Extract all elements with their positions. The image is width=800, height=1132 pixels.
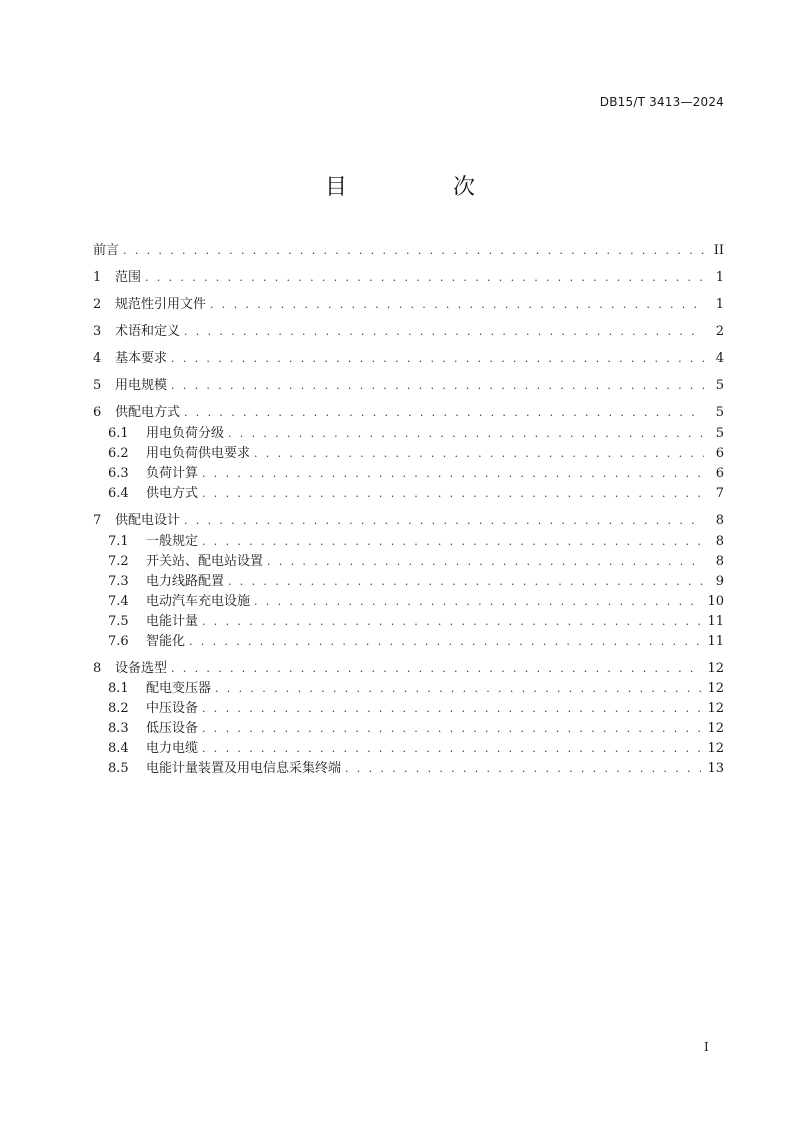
dot-leader — [171, 376, 704, 396]
toc-entry-number: 2 — [93, 297, 102, 312]
toc-entry-number: 8 — [93, 661, 102, 676]
toc-entry[interactable] — [93, 295, 724, 315]
dot-leader — [254, 444, 704, 464]
toc-entry[interactable] — [93, 403, 724, 423]
toc-entry-number: 7.4 — [108, 594, 129, 609]
toc-entry-page: 6 — [715, 466, 724, 481]
toc-entry[interactable] — [93, 241, 724, 261]
toc-entry-number: 6 — [93, 405, 102, 420]
dot-leader — [202, 612, 701, 632]
dot-leader — [210, 295, 704, 315]
toc-entry-number: 1 — [93, 270, 102, 285]
dot-leader — [202, 739, 701, 759]
toc-entry-page: 11 — [707, 634, 724, 649]
toc-entry-page: 8 — [715, 554, 724, 569]
dot-leader — [215, 679, 701, 699]
toc-entry[interactable] — [93, 659, 724, 679]
toc-entry[interactable] — [93, 612, 724, 632]
toc-entry-page: 10 — [707, 594, 724, 609]
toc-entry-label: 术语和定义 — [115, 324, 181, 339]
toc-entry-page: 8 — [715, 534, 724, 549]
dot-leader — [145, 268, 704, 288]
toc-entry[interactable] — [93, 349, 724, 369]
dot-leader — [184, 403, 704, 423]
toc-entry-label: 低压设备 — [146, 721, 199, 736]
toc-entry-label: 供配电方式 — [115, 405, 181, 420]
toc-entry-label: 智能化 — [146, 634, 186, 649]
toc-entry-label: 配电变压器 — [146, 681, 212, 696]
toc-entry[interactable] — [93, 572, 724, 592]
toc-entry-page: 1 — [715, 270, 724, 285]
toc-entry[interactable] — [93, 699, 724, 719]
toc-entry[interactable] — [93, 464, 724, 484]
toc-entry-number: 6.3 — [108, 466, 129, 481]
toc-entry[interactable] — [93, 739, 724, 759]
toc-entry-page: 13 — [707, 761, 724, 776]
toc-entry-page: 12 — [707, 701, 724, 716]
toc-entry-number: 7.3 — [108, 574, 129, 589]
dot-leader — [228, 424, 704, 444]
toc-entry-number: 8.2 — [108, 701, 129, 716]
toc-entry-label: 范围 — [115, 270, 142, 285]
toc-entry[interactable] — [93, 424, 724, 444]
toc-entry[interactable] — [93, 592, 724, 612]
toc-entry[interactable] — [93, 511, 724, 531]
toc-entry-number: 3 — [93, 324, 102, 339]
toc-entry-number: 7.1 — [108, 534, 129, 549]
dot-leader — [184, 322, 704, 342]
toc-entry-label: 供电方式 — [146, 486, 199, 501]
toc-entry-label: 用电负荷分级 — [146, 426, 225, 441]
toc-entry-page: 2 — [715, 324, 724, 339]
toc-entry[interactable] — [93, 719, 724, 739]
toc-entry-number: 4 — [93, 351, 102, 366]
toc-entry-number: 8.1 — [108, 681, 129, 696]
toc-entry-number: 8.5 — [108, 761, 129, 776]
toc-entry[interactable] — [93, 759, 724, 779]
dot-leader — [254, 592, 701, 612]
toc-entry[interactable] — [93, 679, 724, 699]
toc-entry-page: 5 — [715, 426, 724, 441]
toc-entry-page: 12 — [707, 721, 724, 736]
toc-entry[interactable] — [93, 322, 724, 342]
page-title: 目 次 — [324, 175, 517, 200]
toc-entry-label: 前言 — [93, 243, 120, 258]
toc-entry-number: 7.6 — [108, 634, 129, 649]
dot-leader — [123, 241, 704, 261]
dot-leader — [189, 632, 701, 652]
toc-entry[interactable] — [93, 632, 724, 652]
toc-entry[interactable] — [93, 552, 724, 572]
dot-leader — [202, 532, 704, 552]
toc-entry-number: 8.3 — [108, 721, 129, 736]
toc-entry-label: 设备选型 — [115, 661, 168, 676]
toc-entry-page: 8 — [715, 513, 724, 528]
toc-entry-page: 7 — [715, 486, 724, 501]
toc-entry-number: 7 — [93, 513, 102, 528]
toc-entry-page: 12 — [707, 681, 724, 696]
toc-entry-page: 12 — [707, 661, 724, 676]
toc-entry-page: 5 — [715, 405, 724, 420]
toc-entry-label: 规范性引用文件 — [115, 297, 207, 312]
toc-entry-label: 负荷计算 — [146, 466, 199, 481]
dot-leader — [228, 572, 704, 592]
dot-leader — [267, 552, 704, 572]
toc-entry-page: 1 — [715, 297, 724, 312]
toc-entry[interactable] — [93, 376, 724, 396]
toc-entry-page: 9 — [715, 574, 724, 589]
toc-entry-label: 开关站、配电站设置 — [146, 554, 264, 569]
toc-entry-label: 中压设备 — [146, 701, 199, 716]
toc-entry-label: 电力线路配置 — [146, 574, 225, 589]
page-number: I — [704, 1040, 709, 1054]
toc-entry-number: 6.4 — [108, 486, 129, 501]
dot-leader — [202, 464, 704, 484]
toc-entry-label: 用电负荷供电要求 — [146, 446, 251, 461]
toc-entry-number: 8.4 — [108, 741, 129, 756]
toc-entry-label: 电力电缆 — [146, 741, 199, 756]
toc-entry-number: 6.1 — [108, 426, 129, 441]
toc-entry-page: 6 — [715, 446, 724, 461]
toc-entry-page: 5 — [715, 378, 724, 393]
toc-entry-label: 基本要求 — [115, 351, 168, 366]
dot-leader — [345, 759, 701, 779]
dot-leader — [202, 699, 701, 719]
toc-entry[interactable] — [93, 484, 724, 504]
toc-entry-page: II — [713, 243, 724, 258]
dot-leader — [202, 719, 701, 739]
toc-entry-label: 供配电设计 — [115, 513, 181, 528]
toc-entry-number: 7.5 — [108, 614, 129, 629]
toc-entry-number: 7.2 — [108, 554, 129, 569]
toc-entry[interactable] — [93, 444, 724, 464]
toc-entry-label: 一般规定 — [146, 534, 199, 549]
toc-entry-number: 5 — [93, 378, 102, 393]
toc-entry-number: 6.2 — [108, 446, 129, 461]
dot-leader — [202, 484, 704, 504]
document-code: DB15/T 3413—2024 — [599, 95, 724, 109]
toc-entry-label: 电能计量 — [146, 614, 199, 629]
toc-entry-label: 电能计量装置及用电信息采集终端 — [146, 761, 342, 776]
toc-entry-page: 4 — [715, 351, 724, 366]
toc-entry-label: 电动汽车充电设施 — [146, 594, 251, 609]
dot-leader — [184, 511, 704, 531]
toc-entry[interactable] — [93, 532, 724, 552]
toc-entry-label: 用电规模 — [115, 378, 168, 393]
toc-entry[interactable] — [93, 268, 724, 288]
toc-entry-page: 11 — [707, 614, 724, 629]
dot-leader — [171, 349, 704, 369]
toc-entry-page: 12 — [707, 741, 724, 756]
dot-leader — [171, 659, 701, 679]
